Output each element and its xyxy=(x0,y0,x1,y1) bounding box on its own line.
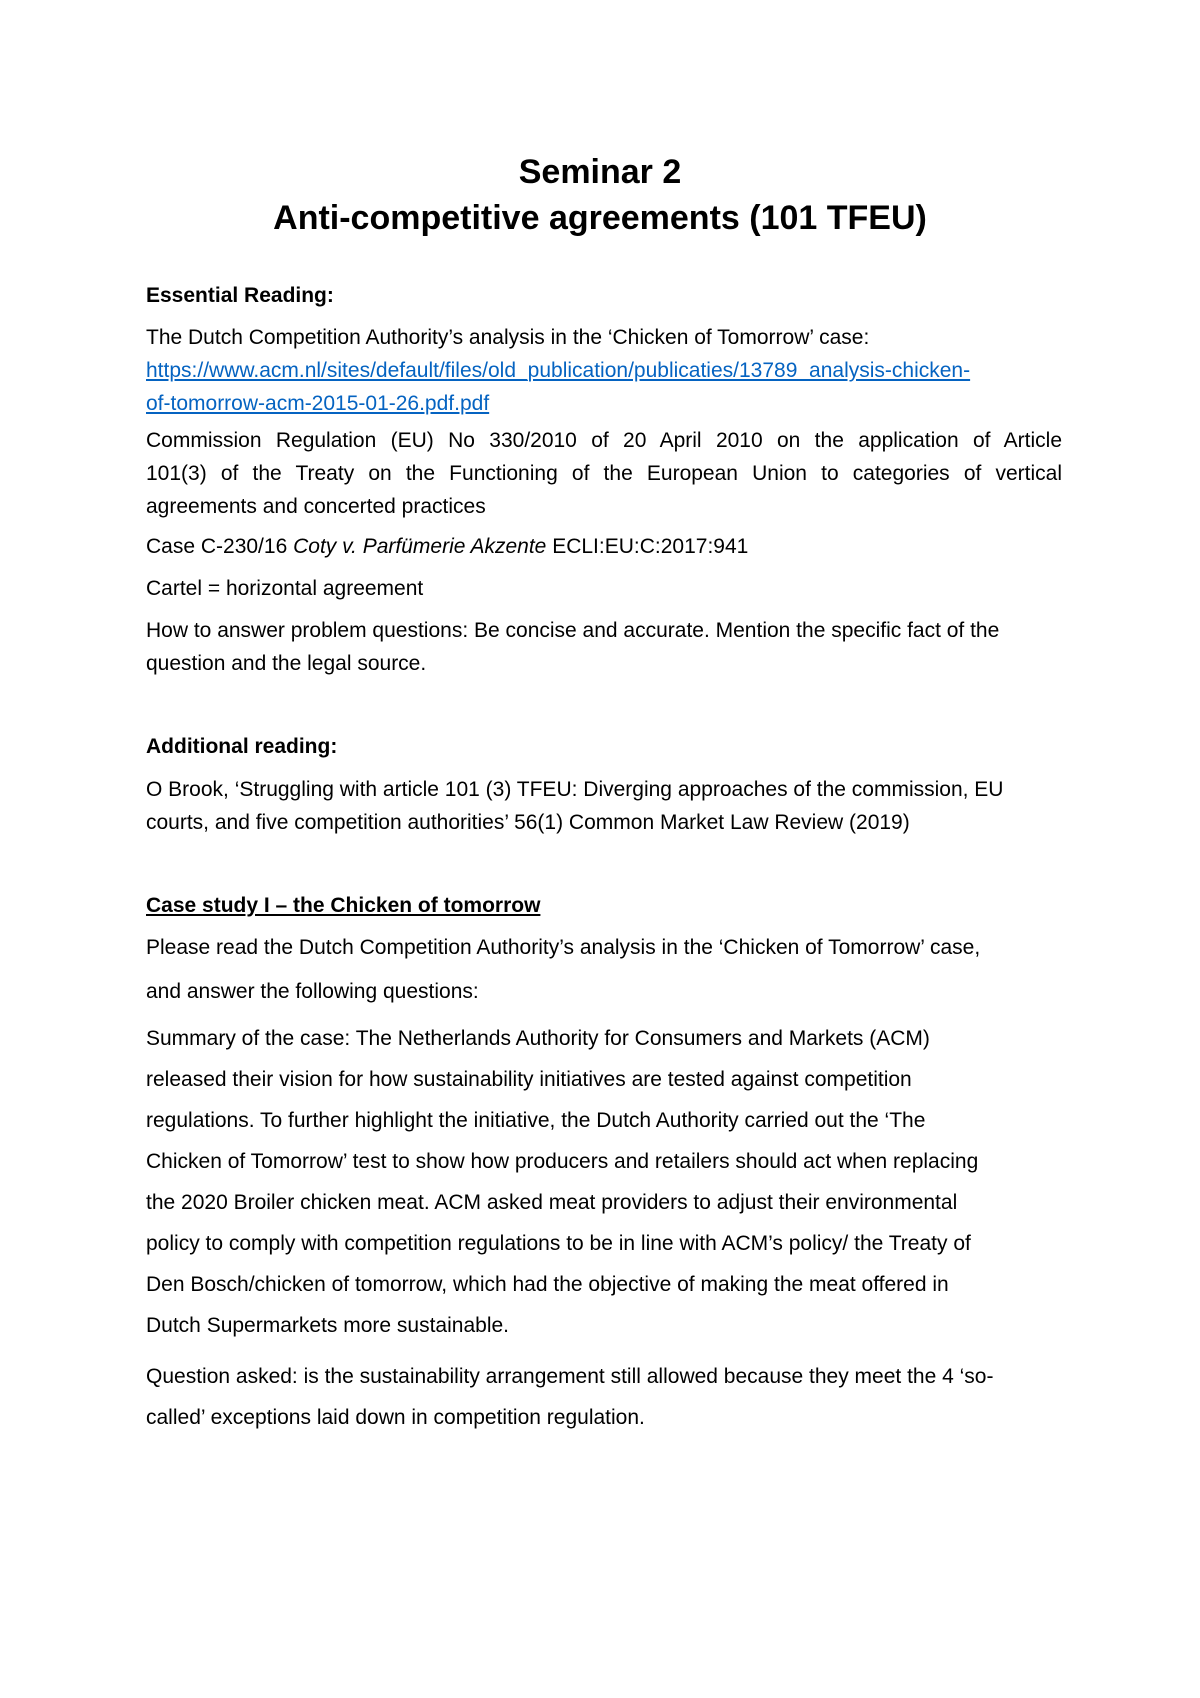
case-summary: Summary of the case: The Netherlands Authority for Consumers and Markets (ACM) released their vision for how sustainability initiatives are tested against competition regulations. To further highlight the initiative, the Dutch Authority carried out the ‘The Chicken of Tomorrow’ test to show how producers and retailers should act when replacing the 2020 Broiler chicken meat. ACM asked meat providers to adjust their environmental policy to comply with competition regulations to be in line with ACM’s policy/ the Treaty of Den Bosch/chicken of tomorrow, which had the objective of making the meat offered in Dutch Supermarkets more sustainable. xyxy=(146,1027,979,1337)
acm-analysis-intro: The Dutch Competition Authority’s analysis in the ‘Chicken of Tomorrow’ case: xyxy=(146,326,870,349)
case-question: Question asked: is the sustainability arrangement still allowed because they meet the 4 ‘so- called’ exceptions laid down in competition regulation. xyxy=(146,1365,994,1429)
case-name: Coty v. Parfümerie Akzente xyxy=(293,535,547,558)
acm-analysis-link[interactable]: https://www.acm.nl/sites/default/files/old_publication/publicaties/13789_analysis-chicken- xyxy=(146,359,971,382)
case-study-intro: Please read the Dutch Competition Authority’s analysis in the ‘Chicken of Tomorrow’ case, and answer the following questions: xyxy=(146,936,981,1003)
page-subtitle: Anti-competitive agreements (101 TFEU) xyxy=(273,199,927,237)
page-title: Seminar 2 xyxy=(518,153,682,191)
additional-reading-heading: Additional reading: xyxy=(146,735,338,758)
essential-reading-heading: Essential Reading: xyxy=(146,284,334,307)
commission-regulation-reference: Commission Regulation (EU) No 330/2010 of 20 April 2010 on the application of Article 101(3) of the Treaty on the Functioning of the European Union to categories of vertical agreements and concerted practices xyxy=(146,429,1062,518)
case-study-heading: Case study I – the Chicken of tomorrow xyxy=(146,894,541,917)
brook-article-reference: O Brook, ‘Struggling with article 101 (3) TFEU: Diverging approaches of the commission, EU courts, and five competition authorities’ 56(1) Common Market Law Review (2019) xyxy=(146,778,1004,834)
answer-guidance: How to answer problem questions: Be concise and accurate. Mention the specific fact of the question and the legal source. xyxy=(146,619,1000,675)
cartel-note: Cartel = horizontal agreement xyxy=(146,577,424,600)
acm-analysis-reference xyxy=(146,321,1062,420)
acm-analysis-link-continued[interactable]: of-tomorrow-acm-2015-01-26.pdf.pdf xyxy=(146,392,490,415)
coty-case-reference: Case C-230/16 Coty v. Parfümerie Akzente ECLI:EU:C:2017:941 xyxy=(146,535,749,558)
